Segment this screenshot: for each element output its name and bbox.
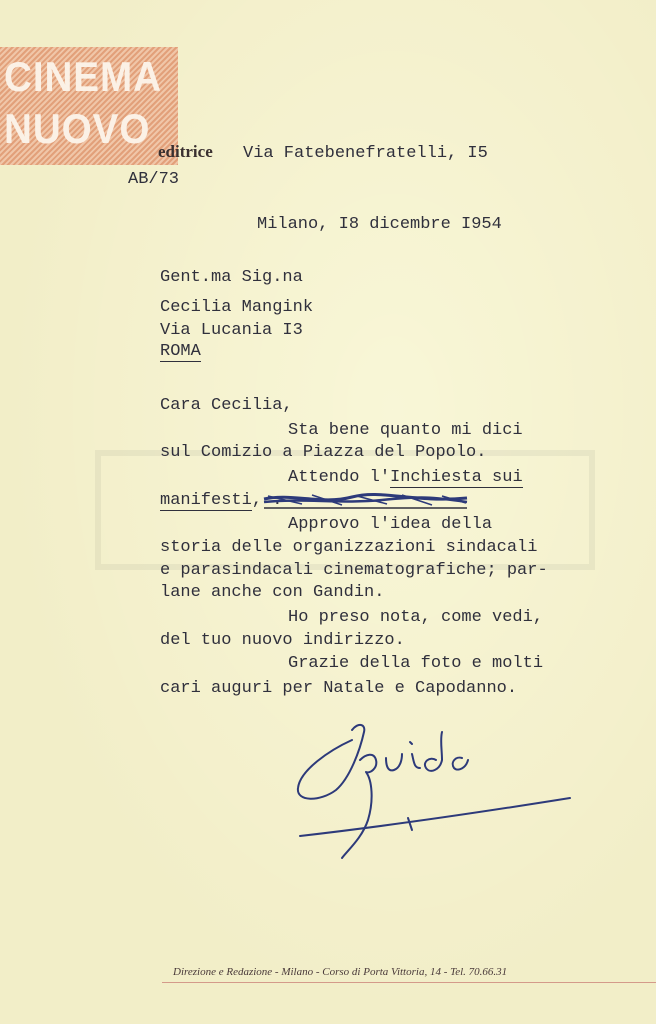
body-line: Ho preso nota, come vedi, [288, 608, 544, 627]
body-line [288, 468, 523, 487]
recipient-title: Gent.ma Sig.na [160, 268, 303, 287]
body-line: Approvo l'idea della [288, 515, 493, 534]
recipient-city: ROMA [160, 342, 201, 361]
recipient-street: Via Lucania I3 [160, 321, 303, 340]
body-line: lane anche con Gandin. [160, 583, 385, 602]
body-line: Sta bene quanto mi dici [288, 421, 523, 440]
underlined-text: Inchiesta sui [390, 468, 523, 487]
body-text: Attendo l' [288, 468, 391, 487]
body-line: sul Comizio a Piazza del Popolo. [160, 443, 487, 462]
body-line: cari auguri per Natale e Capodanno. [160, 679, 518, 698]
handwritten-signature [290, 710, 580, 870]
crossed-out-text [262, 489, 470, 511]
body-line: del tuo nuovo indirizzo. [160, 631, 405, 650]
body-text: , . [251, 491, 283, 510]
logo-line-2: NUOVO [4, 105, 151, 152]
date-line: Milano, I8 dicembre I954 [257, 215, 502, 234]
footer-rule [162, 982, 656, 983]
footer-address: Direzione e Redazione - Milano - Corso di Porta Vittoria, 14 - Tel. 70.66.31 [173, 966, 508, 978]
reference-number: AB/73 [128, 170, 180, 189]
logo-line-1: CINEMA [4, 53, 162, 100]
salutation: Cara Cecilia, [160, 396, 293, 415]
body-line: storia delle organizzazioni sindacali [160, 538, 538, 557]
letterhead-editrice: editrice [158, 142, 213, 161]
recipient-name: Cecilia Mangink [160, 298, 314, 317]
underlined-text: manifesti [160, 491, 252, 510]
cinema-nuovo-logo [0, 47, 178, 165]
letterhead-address: Via Fatebenefratelli, I5 [243, 144, 488, 163]
body-line: e parasindacali cinematografiche; par- [160, 561, 548, 580]
body-line: Grazie della foto e molti [288, 654, 544, 673]
